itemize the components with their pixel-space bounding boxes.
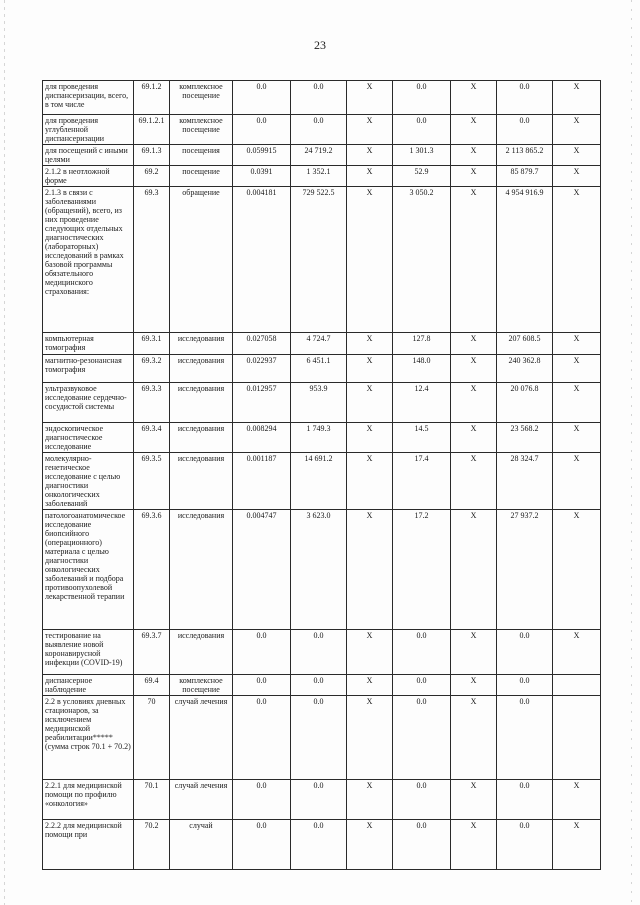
- volume-per-person: 0.0: [233, 820, 291, 870]
- total-cost: 28 324.7: [497, 453, 553, 510]
- unit-of-measure: обращение: [170, 187, 233, 333]
- cost-per-unit: 14 691.2: [291, 453, 347, 510]
- total-cost: 240 362.8: [497, 355, 553, 383]
- x-marker: X: [451, 81, 497, 115]
- unit-of-measure: исследования: [170, 453, 233, 510]
- per-capita-norm: 0.0: [393, 696, 451, 780]
- x-marker: X: [553, 423, 601, 453]
- total-cost: 207 608.5: [497, 333, 553, 355]
- cost-per-unit: 0.0: [291, 696, 347, 780]
- table-row: [43, 81, 601, 115]
- x-marker: X: [451, 166, 497, 187]
- row-name: компьютерная томография: [43, 333, 134, 355]
- cost-per-unit: 0.0: [291, 820, 347, 870]
- x-marker: X: [451, 780, 497, 820]
- table-row: [43, 453, 601, 510]
- table-row: [43, 780, 601, 820]
- row-code: 69.3.5: [134, 453, 170, 510]
- row-code: 69.1.2: [134, 81, 170, 115]
- cost-per-unit: 953.9: [291, 383, 347, 423]
- unit-of-measure: случай лечения: [170, 780, 233, 820]
- x-marker: X: [553, 510, 601, 630]
- x-marker: X: [451, 383, 497, 423]
- cost-per-unit: 729 522.5: [291, 187, 347, 333]
- row-code: 69.3.1: [134, 333, 170, 355]
- volume-per-person: 0.0391: [233, 166, 291, 187]
- x-marker: X: [347, 81, 393, 115]
- volume-per-person: 0.0: [233, 630, 291, 675]
- page-number: 23: [314, 38, 326, 52]
- x-marker: X: [451, 355, 497, 383]
- x-marker: X: [553, 820, 601, 870]
- row-name: 2.1.2 в неотложной форме: [43, 166, 134, 187]
- x-marker: [553, 675, 601, 696]
- per-capita-norm: 148.0: [393, 355, 451, 383]
- cost-per-unit: 1 749.3: [291, 423, 347, 453]
- total-cost: 4 954 916.9: [497, 187, 553, 333]
- volume-per-person: 0.012957: [233, 383, 291, 423]
- row-code: 70.2: [134, 820, 170, 870]
- total-cost: 23 568.2: [497, 423, 553, 453]
- unit-of-measure: исследования: [170, 383, 233, 423]
- x-marker: X: [347, 333, 393, 355]
- cost-per-unit: 0.0: [291, 81, 347, 115]
- per-capita-norm: 12.4: [393, 383, 451, 423]
- unit-of-measure: исследования: [170, 423, 233, 453]
- unit-of-measure: исследования: [170, 355, 233, 383]
- scan-edge-right: [631, 0, 632, 905]
- table-row: [43, 383, 601, 423]
- cost-per-unit: 0.0: [291, 675, 347, 696]
- x-marker: X: [347, 145, 393, 166]
- volume-per-person: 0.0: [233, 81, 291, 115]
- x-marker: X: [347, 696, 393, 780]
- table-row: [43, 145, 601, 166]
- x-marker: X: [451, 675, 497, 696]
- cost-per-unit: 3 623.0: [291, 510, 347, 630]
- row-name: 2.2.2 для медицинской помощи при: [43, 820, 134, 870]
- row-code: 69.2: [134, 166, 170, 187]
- table-row: [43, 115, 601, 145]
- x-marker: X: [347, 453, 393, 510]
- row-code: 69.4: [134, 675, 170, 696]
- volume-per-person: 0.059915: [233, 145, 291, 166]
- unit-of-measure: комплексное посещение: [170, 675, 233, 696]
- unit-of-measure: исследования: [170, 333, 233, 355]
- volume-per-person: 0.0: [233, 780, 291, 820]
- per-capita-norm: 0.0: [393, 630, 451, 675]
- row-name: для проведения углубленной диспансеризации: [43, 115, 134, 145]
- cost-per-unit: 0.0: [291, 115, 347, 145]
- total-cost: 20 076.8: [497, 383, 553, 423]
- x-marker: X: [347, 510, 393, 630]
- x-marker: X: [553, 166, 601, 187]
- row-name: для посещений с иными целями: [43, 145, 134, 166]
- table-row: [43, 696, 601, 780]
- total-cost: 0.0: [497, 115, 553, 145]
- x-marker: X: [553, 145, 601, 166]
- table-row: [43, 333, 601, 355]
- unit-of-measure: случай: [170, 820, 233, 870]
- per-capita-norm: 0.0: [393, 675, 451, 696]
- x-marker: X: [347, 383, 393, 423]
- row-name: для проведения диспансеризации, всего, в том числе: [43, 81, 134, 115]
- x-marker: X: [347, 115, 393, 145]
- cost-per-unit: 0.0: [291, 630, 347, 675]
- row-code: 69.3.7: [134, 630, 170, 675]
- x-marker: X: [553, 115, 601, 145]
- row-code: 69.3.6: [134, 510, 170, 630]
- table-row: [43, 187, 601, 333]
- volume-per-person: 0.0: [233, 696, 291, 780]
- x-marker: X: [553, 187, 601, 333]
- row-code: 70: [134, 696, 170, 780]
- volume-per-person: 0.0: [233, 115, 291, 145]
- per-capita-norm: 0.0: [393, 820, 451, 870]
- x-marker: X: [553, 630, 601, 675]
- total-cost: 2 113 865.2: [497, 145, 553, 166]
- per-capita-norm: 3 050.2: [393, 187, 451, 333]
- row-code: 69.3: [134, 187, 170, 333]
- x-marker: X: [451, 187, 497, 333]
- x-marker: X: [451, 453, 497, 510]
- total-cost: 85 879.7: [497, 166, 553, 187]
- x-marker: X: [347, 187, 393, 333]
- budget-table: [42, 80, 601, 870]
- scan-edge-left: [4, 0, 5, 905]
- row-name: диспансерное наблюдение: [43, 675, 134, 696]
- x-marker: X: [553, 81, 601, 115]
- unit-of-measure: посещения: [170, 145, 233, 166]
- volume-per-person: 0.004747: [233, 510, 291, 630]
- x-marker: X: [553, 780, 601, 820]
- table-row: [43, 820, 601, 870]
- x-marker: X: [451, 630, 497, 675]
- per-capita-norm: 1 301.3: [393, 145, 451, 166]
- table-row: [43, 355, 601, 383]
- per-capita-norm: 52.9: [393, 166, 451, 187]
- x-marker: X: [347, 630, 393, 675]
- table-row: [43, 510, 601, 630]
- volume-per-person: 0.0: [233, 675, 291, 696]
- row-name: ультразвуковое исследование сердечно-сосудистой системы: [43, 383, 134, 423]
- row-name: молекулярно-генетическое исследование с целью диагностики онкологических заболеваний: [43, 453, 134, 510]
- volume-per-person: 0.027058: [233, 333, 291, 355]
- table-row: [43, 423, 601, 453]
- x-marker: X: [451, 510, 497, 630]
- x-marker: X: [451, 145, 497, 166]
- total-cost: 0.0: [497, 696, 553, 780]
- total-cost: 0.0: [497, 81, 553, 115]
- row-name: 2.2 в условиях дневных стационаров, за исключением медицинской реабилитации***** (сумма строк 70.1 + 70.2): [43, 696, 134, 780]
- unit-of-measure: исследования: [170, 510, 233, 630]
- volume-per-person: 0.001187: [233, 453, 291, 510]
- unit-of-measure: случай лечения: [170, 696, 233, 780]
- volume-per-person: 0.004181: [233, 187, 291, 333]
- row-code: 69.1.3: [134, 145, 170, 166]
- x-marker: X: [347, 820, 393, 870]
- cost-per-unit: 6 451.1: [291, 355, 347, 383]
- row-code: 70.1: [134, 780, 170, 820]
- row-code: 69.3.3: [134, 383, 170, 423]
- x-marker: X: [553, 383, 601, 423]
- row-code: 69.1.2.1: [134, 115, 170, 145]
- per-capita-norm: 0.0: [393, 115, 451, 145]
- cost-per-unit: 0.0: [291, 780, 347, 820]
- x-marker: X: [451, 820, 497, 870]
- x-marker: X: [347, 355, 393, 383]
- per-capita-norm: 0.0: [393, 81, 451, 115]
- total-cost: 0.0: [497, 630, 553, 675]
- unit-of-measure: комплексное посещение: [170, 115, 233, 145]
- cost-per-unit: 24 719.2: [291, 145, 347, 166]
- unit-of-measure: комплексное посещение: [170, 81, 233, 115]
- per-capita-norm: 0.0: [393, 780, 451, 820]
- x-marker: X: [347, 423, 393, 453]
- total-cost: 0.0: [497, 780, 553, 820]
- x-marker: X: [347, 675, 393, 696]
- volume-per-person: 0.022937: [233, 355, 291, 383]
- per-capita-norm: 14.5: [393, 423, 451, 453]
- x-marker: X: [553, 333, 601, 355]
- x-marker: X: [347, 780, 393, 820]
- per-capita-norm: 127.8: [393, 333, 451, 355]
- table-row: [43, 630, 601, 675]
- total-cost: 27 937.2: [497, 510, 553, 630]
- x-marker: X: [347, 166, 393, 187]
- row-name: эндоскопическое диагностическое исследование: [43, 423, 134, 453]
- x-marker: X: [451, 333, 497, 355]
- total-cost: 0.0: [497, 820, 553, 870]
- table-row: [43, 675, 601, 696]
- x-marker: X: [451, 423, 497, 453]
- table-row: [43, 166, 601, 187]
- row-name: патологоанатомическое исследование биопсийного (операционного) материала с целью диагностики онкологических заболеваний и подбора противоопухолевой лекарственной терапии: [43, 510, 134, 630]
- x-marker: X: [451, 115, 497, 145]
- row-name: магнитно-резонансная томография: [43, 355, 134, 383]
- row-code: 69.3.2: [134, 355, 170, 383]
- x-marker: X: [451, 696, 497, 780]
- cost-per-unit: 1 352.1: [291, 166, 347, 187]
- table-body: [43, 81, 601, 870]
- per-capita-norm: 17.2: [393, 510, 451, 630]
- row-name: тестирование на выявление новой коронавирусной инфекции (COVID-19): [43, 630, 134, 675]
- x-marker: [553, 696, 601, 780]
- unit-of-measure: посещение: [170, 166, 233, 187]
- row-name: 2.1.3 в связи с заболеваниями (обращений), всего, из них проведение следующих отдельных диагностических (лабораторных) исследований в рамках базовой программы обязательного медицинского страхования:: [43, 187, 134, 333]
- x-marker: X: [553, 453, 601, 510]
- per-capita-norm: 17.4: [393, 453, 451, 510]
- row-code: 69.3.4: [134, 423, 170, 453]
- row-name: 2.2.1 для медицинской помощи по профилю «онкология»: [43, 780, 134, 820]
- total-cost: 0.0: [497, 675, 553, 696]
- volume-per-person: 0.008294: [233, 423, 291, 453]
- x-marker: X: [553, 355, 601, 383]
- cost-per-unit: 4 724.7: [291, 333, 347, 355]
- unit-of-measure: исследования: [170, 630, 233, 675]
